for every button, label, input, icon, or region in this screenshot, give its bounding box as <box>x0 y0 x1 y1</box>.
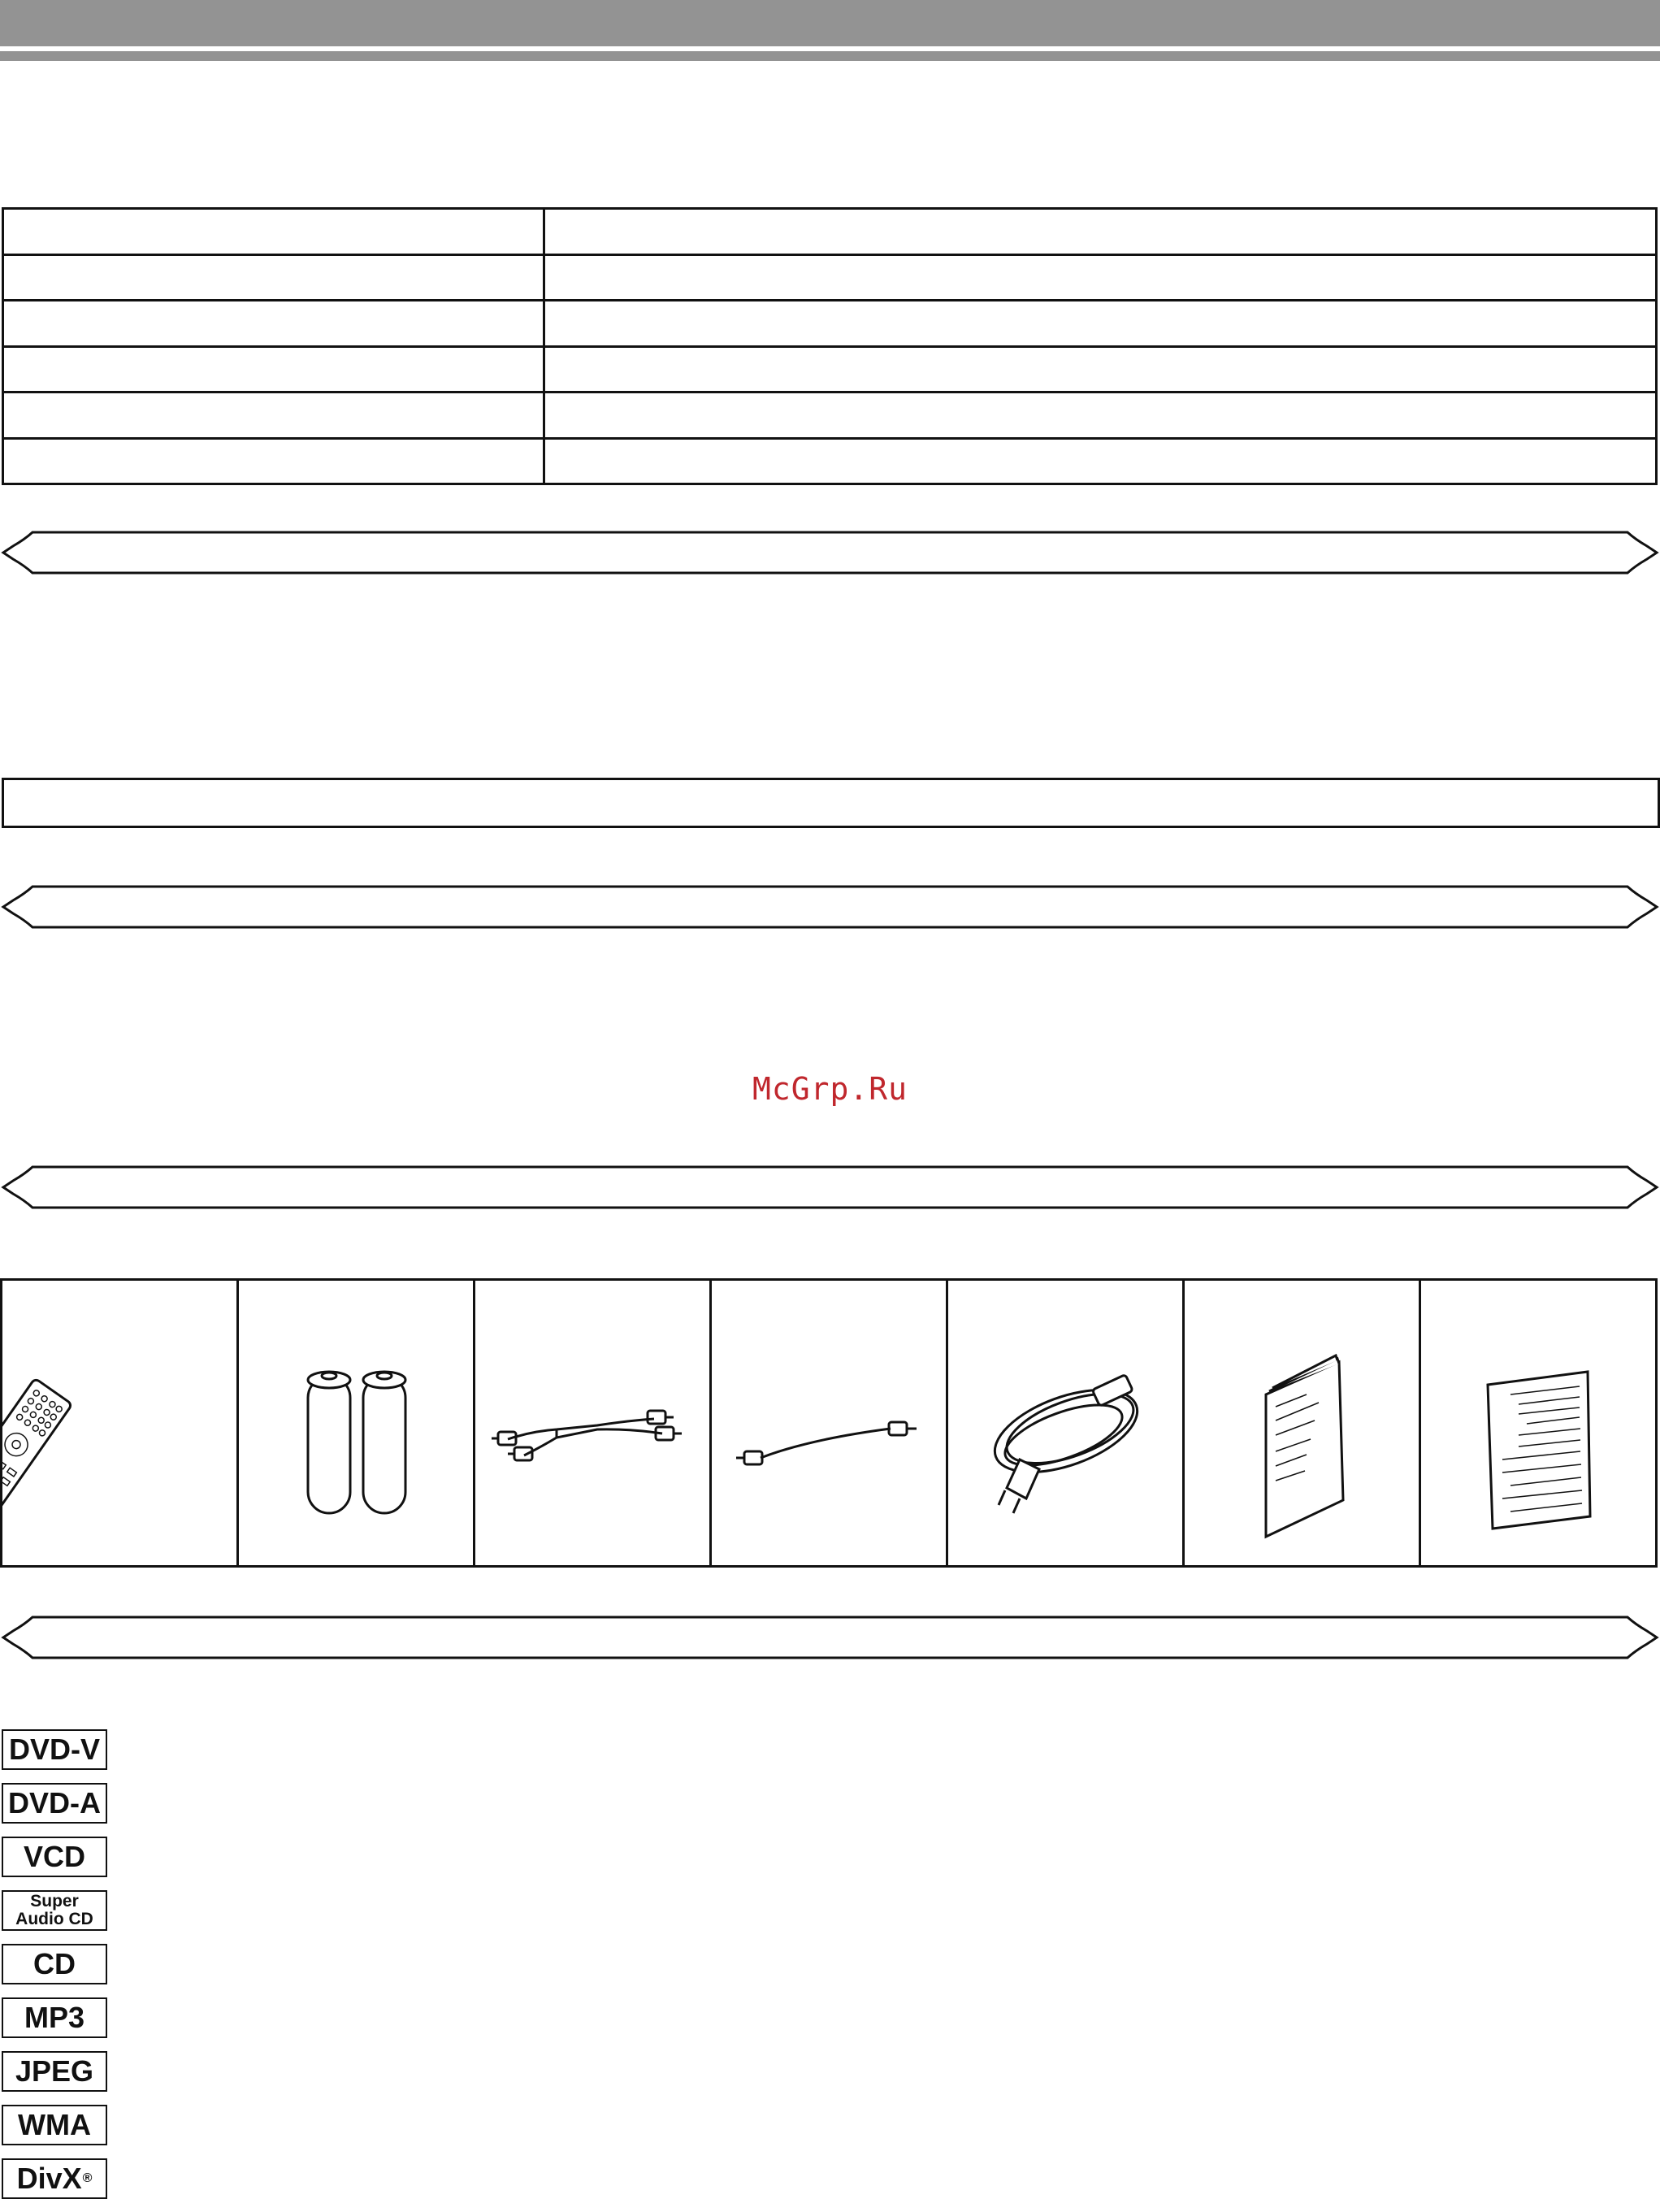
accessory-cell <box>712 1281 948 1565</box>
section-banner <box>0 884 1660 930</box>
disc-logo-list <box>2 1729 109 2212</box>
super-audio-cd-logo: Super Audio CD <box>2 1890 107 1931</box>
coaxial-cable-icon <box>712 1281 947 1565</box>
watermark-text: McGrp.Ru <box>752 1071 908 1107</box>
table-row <box>3 346 1657 393</box>
accessory-cell <box>1185 1281 1421 1565</box>
table-row <box>3 393 1657 439</box>
cd-logo: CD <box>2 1944 107 1984</box>
quick-guide-sheet-icon <box>1421 1281 1657 1565</box>
accessory-cell <box>948 1281 1185 1565</box>
remote-control-icon <box>2 1281 238 1565</box>
table-row <box>3 438 1657 484</box>
wma-logo: WMA <box>2 2105 107 2145</box>
accessory-cell <box>1421 1281 1655 1565</box>
owners-manual-icon <box>1185 1281 1420 1565</box>
section-banner-accessories <box>0 1165 1660 1210</box>
power-cord-icon <box>948 1281 1184 1565</box>
section-banner <box>0 530 1660 575</box>
table-row <box>3 254 1657 301</box>
accessory-cell <box>239 1281 475 1565</box>
vcd-logo: VCD <box>2 1837 107 1877</box>
section-banner-disc-types <box>0 1615 1660 1660</box>
rca-audio-video-cable-icon <box>475 1281 711 1565</box>
accessory-cell <box>475 1281 712 1565</box>
table-row <box>3 209 1657 255</box>
mp3-logo: MP3 <box>2 1997 107 2038</box>
header-rule <box>0 51 1660 61</box>
accessory-cell <box>2 1281 239 1565</box>
table-row <box>3 301 1657 347</box>
dvd-v-logo: DVD-V <box>2 1729 107 1770</box>
batteries-icon <box>239 1281 475 1565</box>
divx-logo: DivX ® <box>2 2158 107 2199</box>
dvd-a-logo: DVD-A <box>2 1783 107 1824</box>
accessories-table <box>0 1278 1658 1568</box>
note-box <box>2 778 1660 828</box>
spec-table <box>2 207 1658 485</box>
jpeg-logo: JPEG <box>2 2051 107 2092</box>
header-bar <box>0 0 1660 46</box>
